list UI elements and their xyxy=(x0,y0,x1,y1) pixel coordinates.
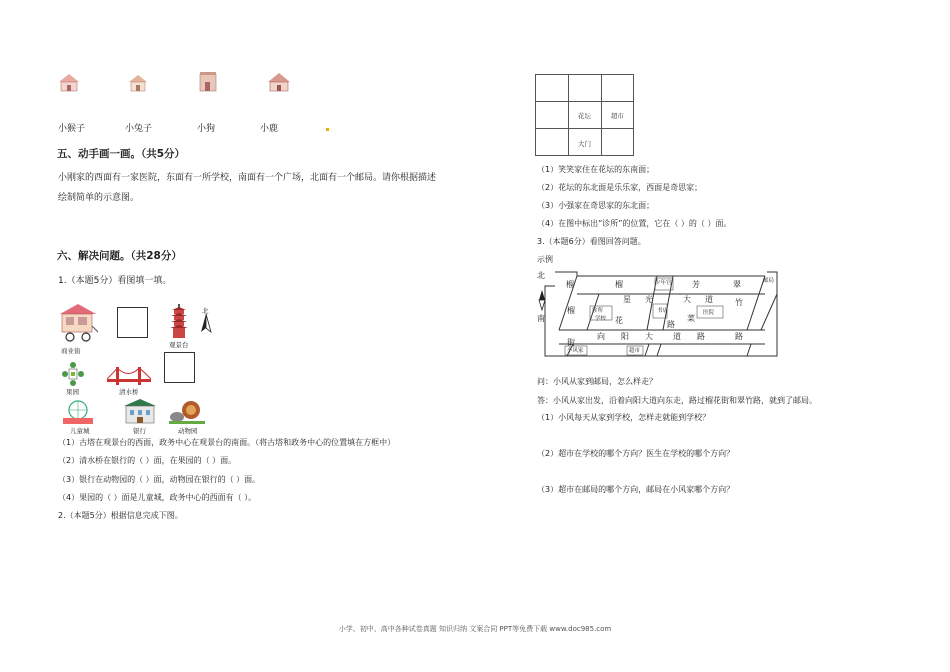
q3-prompt: 3.（本题6分）看图回答问题。 xyxy=(537,237,646,246)
q2-item-3: （3）小强家在奇思家的东北面； xyxy=(537,201,655,210)
answer-box-top[interactable] xyxy=(117,307,148,338)
animal-house-4 xyxy=(266,71,292,92)
animal-house-2 xyxy=(127,72,149,92)
bank-image xyxy=(124,398,156,424)
q2-item-4: （4）在图中标出“诊所”的位置，它在（ ）的（ ）面。 xyxy=(537,219,732,228)
grid-cell[interactable] xyxy=(601,74,634,102)
q1-item-1: （1）古塔在观景台的西面，政务中心在观景台的南面。（将古塔和政务中心的位置填在方框中） xyxy=(58,438,396,447)
map-road-char: 竹 xyxy=(735,298,743,307)
bridge-image xyxy=(107,365,151,387)
map-bottom-road: 向 xyxy=(597,332,605,341)
pagoda-image xyxy=(170,304,188,340)
q1-item-3: （3）银行在动物园的（ ）面，动物园在银行的（ ）面。 xyxy=(58,475,261,484)
label-north: 北 xyxy=(202,307,209,315)
map-bottom-road: 道 xyxy=(673,332,681,341)
map-south: 南 xyxy=(537,314,545,323)
answer-box-bottom[interactable] xyxy=(164,352,195,383)
map-street-char: 榴 xyxy=(567,306,575,315)
map-bottom-road-end: 路 xyxy=(697,332,705,341)
map-street-char: 菜 xyxy=(687,314,695,323)
house-icon xyxy=(197,70,219,92)
map-road-char: 路 xyxy=(735,332,743,341)
house-icon xyxy=(127,72,149,92)
q1-item-4: （4）果园的（ ）面是儿童城，政务中心的西面有（ ）。 xyxy=(58,493,257,502)
street-cart-image xyxy=(58,302,98,344)
grid-label-flower: 花坛 xyxy=(578,112,591,120)
label-bridge: 清水桥 xyxy=(119,388,139,396)
label-street: 商业街 xyxy=(61,347,81,355)
map-post-office: 邮局 xyxy=(763,278,775,284)
grid-cell[interactable] xyxy=(535,128,569,156)
label-tower: 观景台 xyxy=(169,341,189,349)
house-icon xyxy=(266,71,292,92)
q3-item-1: （1）小风每天从家到学校，怎样走就能到学校？ xyxy=(537,413,711,422)
map-school: 学校 xyxy=(595,316,607,322)
kids-city-image xyxy=(63,399,93,425)
q2-grid xyxy=(535,74,634,156)
label-kids: 儿童城 xyxy=(70,427,90,435)
orchard-image xyxy=(62,361,84,387)
animal-label: 小兔子 xyxy=(125,124,153,134)
section6-title: 六、解决问题。（共28分） xyxy=(57,250,182,262)
animal-house-1 xyxy=(57,72,81,92)
map-bottom-road: 大 xyxy=(645,332,653,341)
q3-example: 示例 xyxy=(537,255,553,264)
map-bottom-road: 阳 xyxy=(621,332,629,341)
map-top-road: 道 xyxy=(705,295,713,304)
street-map xyxy=(537,268,781,358)
house-icon xyxy=(57,72,81,92)
map-hospital: 医院 xyxy=(703,310,715,316)
map-top-road: 星 xyxy=(623,295,631,304)
map-road-char: 翠 xyxy=(733,280,741,289)
grid-label-gate: 大门 xyxy=(578,140,591,148)
compass-south-icon xyxy=(539,300,545,310)
label-bank: 银行 xyxy=(133,427,146,435)
map-bookstore: 书店 xyxy=(657,308,669,314)
map-supermarket: 超市 xyxy=(629,348,641,354)
map-xiaofeng-home: 小风家 xyxy=(567,348,584,354)
grid-cell[interactable] xyxy=(601,128,634,156)
map-clinic: 诊所 xyxy=(592,308,604,314)
animal-label: 小猴子 xyxy=(58,124,86,134)
map-street-char: 街 xyxy=(567,338,575,347)
q2-prompt: 2.（本题5分）根据信息完成下图。 xyxy=(58,511,183,520)
map-youth-palace: 少年宫 xyxy=(655,280,672,286)
grid-cell[interactable] xyxy=(535,101,569,129)
grid-cell[interactable] xyxy=(568,74,602,102)
map-top-road: 光 xyxy=(645,295,653,304)
yellow-dot xyxy=(326,128,329,131)
q2-item-1: （1）笑笑家住在花坛的东南面； xyxy=(537,165,655,174)
section5-text-1: 小刚家的西面有一家医院，东面有一所学校，南面有一个广场，北面有一个邮局。请你根据描述 xyxy=(58,173,437,183)
map-road-char: 榴 xyxy=(566,280,574,289)
grid-label-market: 超市 xyxy=(611,112,624,120)
animal-label: 小鹿 xyxy=(260,124,279,134)
q3-answer: 答：小风从家出发，沿着向阳大道向东走，路过榴花街和翠竹路，就到了邮局。 xyxy=(537,396,817,405)
compass-north-icon xyxy=(539,290,545,300)
q3-question: 问：小风从家到邮局，怎么样走？ xyxy=(537,377,657,386)
animal-house-3 xyxy=(197,70,219,92)
label-zoo: 动物园 xyxy=(178,427,198,435)
q3-item-2: （2）超市在学校的哪个方向？医生在学校的哪个方向？ xyxy=(537,449,735,458)
label-orchard: 果园 xyxy=(66,388,79,396)
map-road-char: 榴 xyxy=(615,280,623,289)
section5-title: 五、动手画一画。（共5分） xyxy=(57,148,186,160)
q1-item-2: （2）清水桥在银行的（ ）面，在果园的（ ）面。 xyxy=(58,456,237,465)
map-street-char: 路 xyxy=(667,320,675,329)
q2-item-2: （2）花坛的东北面是乐乐家，西面是奇思家； xyxy=(537,183,703,192)
map-street-char: 花 xyxy=(615,316,623,325)
page-footer: 小学、初中、高中各种试卷真题 知识归纳 文案合同 PPT等免费下载 www.doc985.com xyxy=(338,625,612,633)
zoo-image xyxy=(169,400,205,424)
map-north: 北 xyxy=(537,271,545,280)
q3-item-3: （3）超市在邮局的哪个方向，邮局在小风家哪个方向？ xyxy=(537,485,735,494)
q1-prompt: 1.（本题5分）看图填一填。 xyxy=(58,276,172,286)
animal-label: 小狗 xyxy=(197,124,216,134)
map-road-char: 芳 xyxy=(692,280,700,289)
section5-text-2: 绘制简单的示意图。 xyxy=(58,193,140,203)
map-top-road: 大 xyxy=(683,295,691,304)
grid-cell[interactable] xyxy=(535,74,569,102)
